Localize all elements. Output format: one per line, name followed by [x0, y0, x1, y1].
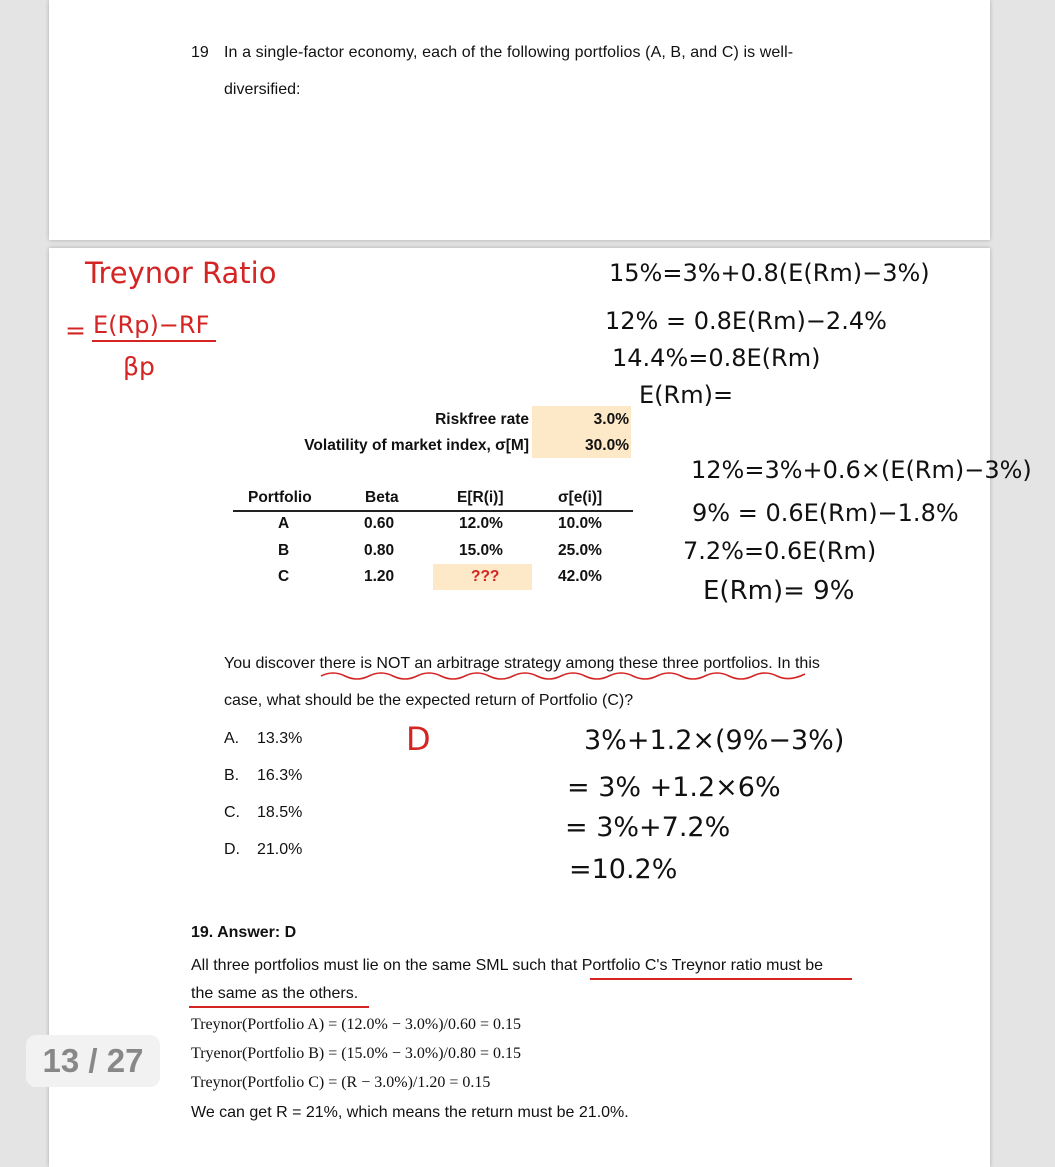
option-d-value: 21.0% — [257, 841, 303, 858]
riskfree-value: 3.0% — [593, 411, 629, 428]
answer-line1: All three portfolios must lie on the same SML such that Portfolio C's Treynor ratio must be — [191, 957, 824, 974]
table-cell-a-sd: 10.0% — [558, 515, 602, 532]
red-underline-1 — [590, 978, 852, 980]
red-underline-2 — [189, 1006, 369, 1008]
handwritten-calc-a-3: 7.2%=0.6E(Rm) — [683, 537, 877, 565]
table-cell-a-beta: 0.60 — [364, 515, 395, 532]
handwritten-calc-c-3: = 3%+7.2% — [565, 812, 731, 843]
table-header-beta: Beta — [365, 489, 399, 506]
table-header-expected-return: E[R(i)] — [457, 489, 504, 506]
riskfree-label: Riskfree rate — [435, 411, 529, 428]
page-top — [49, 0, 990, 240]
table-cell-c-name: C — [278, 568, 290, 585]
table-cell-a-name: A — [278, 515, 290, 532]
handwritten-calc-b-3: 14.4%=0.8E(Rm) — [612, 344, 821, 372]
handwritten-calc-a-1: 12%=3%+0.6×(E(Rm)−3%) — [691, 456, 1032, 484]
table-cell-a-return: 12.0% — [459, 515, 503, 532]
page-main — [49, 248, 1032, 1167]
table-header-residual-sd: σ[e(i)] — [558, 489, 603, 506]
option-a-letter: A. — [224, 730, 240, 747]
table-cell-b-beta: 0.80 — [364, 542, 395, 559]
treynor-equation-c: Treynor(Portfolio C) = (R − 3.0%)/1.20 = 0.15 — [191, 1074, 491, 1091]
handwritten-treynor-equals: = — [65, 316, 86, 345]
treynor-equation-a: Treynor(Portfolio A) = (12.0% − 3.0%)/0.60 = 0.15 — [191, 1016, 522, 1033]
answer-line2: the same as the others. — [191, 985, 359, 1002]
handwritten-calc-c-2: = 3% +1.2×6% — [567, 772, 781, 803]
handwritten-treynor-denominator: βp — [123, 352, 155, 381]
question-stem-line1: In a single-factor economy, each of the following portfolios (A, B, and C) is well- — [224, 44, 794, 61]
table-header-portfolio: Portfolio — [248, 489, 312, 506]
handwritten-calc-b-4: E(Rm)= — [639, 381, 734, 409]
handwritten-calc-c-1: 3%+1.2×(9%−3%) — [584, 725, 845, 756]
table-cell-b-name: B — [278, 542, 290, 559]
handwritten-calc-a-2: 9% = 0.6E(Rm)−1.8% — [692, 499, 959, 527]
volatility-label: Volatility of market index, σ[M] — [304, 437, 529, 454]
fraction-bar — [92, 340, 216, 342]
table-cell-c-return: ??? — [471, 568, 500, 585]
handwritten-calc-a-4: E(Rm)= 9% — [703, 576, 855, 606]
volatility-value: 30.0% — [585, 437, 629, 454]
option-c-letter: C. — [224, 804, 240, 821]
table-header-rule — [233, 510, 633, 512]
option-d-letter: D. — [224, 841, 240, 858]
option-c-value: 18.5% — [257, 804, 303, 821]
handwritten-treynor-title: Treynor Ratio — [85, 256, 277, 290]
treynor-equation-b: Tryenor(Portfolio B) = (15.0% − 3.0%)/0.80 = 0.15 — [191, 1045, 522, 1062]
table-cell-c-beta: 1.20 — [364, 568, 395, 585]
red-underline-squiggle — [319, 670, 809, 684]
question-stem-line2: diversified: — [224, 81, 301, 98]
handwritten-calc-b-2: 12% = 0.8E(Rm)−2.4% — [605, 307, 887, 335]
option-b-value: 16.3% — [257, 767, 303, 784]
table-cell-b-return: 15.0% — [459, 542, 503, 559]
answer-conclusion: We can get R = 21%, which means the return must be 21.0%. — [191, 1104, 629, 1121]
option-b-letter: B. — [224, 767, 240, 784]
answer-heading: 19. Answer: D — [191, 924, 297, 941]
option-a-value: 13.3% — [257, 730, 303, 747]
page-counter: 13 / 27 — [26, 1035, 160, 1087]
question-number: 19 — [191, 44, 209, 61]
question-body-line2: case, what should be the expected return of Portfolio (C)? — [224, 692, 634, 709]
handwritten-treynor-numerator: E(Rp)−RF — [93, 311, 210, 339]
handwritten-calc-c-4: =10.2% — [569, 854, 678, 885]
table-cell-b-sd: 25.0% — [558, 542, 602, 559]
handwritten-answer-mark: D — [406, 720, 431, 758]
table-cell-c-sd: 42.0% — [558, 568, 602, 585]
handwritten-calc-b-1: 15%=3%+0.8(E(Rm)−3%) — [609, 259, 930, 287]
question-body-line1: You discover there is NOT an arbitrage strategy among these three portfolios. In this — [224, 655, 820, 672]
